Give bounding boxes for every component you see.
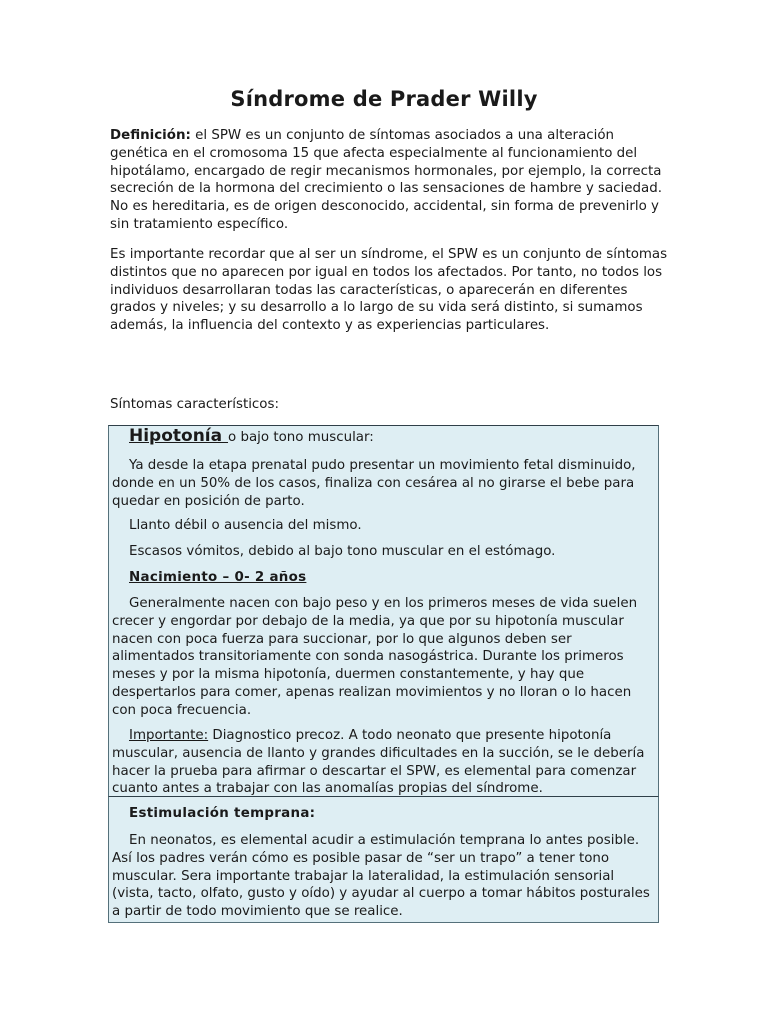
importance-paragraph: Es importante recordar que al ser un síndrome, el SPW es un conjunto de síntomas distintos que no aparecen por igual en todos los afectados. Por tanto, no todos los individuos desarrollaran todas las características, o aparecerán en diferentes grados y niveles; y su desarrollo a lo largo de su vida será distinto, si sumamos además, la influencia del contexto y as experiencias particulares.	[110, 247, 668, 334]
estimulacion-paragraph: En neonatos, es elemental acudir a estimulación temprana lo antes posible. Así los padres verán cómo es posible pasar de “ser un trapo” a tener tono muscular. Sera importante trabajar la lateralidad, la estimulación sensorial (vista, tacto, olfato, gusto y oído) y ayudar al cuerpo a tomar hábitos posturales a partir de todo movimiento que se realice.	[112, 833, 650, 920]
hipotonia-paragraph-3: Escasos vómitos, debido al bajo tono muscular en el estómago.	[129, 544, 556, 559]
estimulacion-heading: Estimulación temprana:	[129, 806, 316, 821]
nacimiento-heading-line	[109, 569, 660, 587]
estimulacion-heading-line	[109, 805, 660, 823]
definition-label: Definición:	[110, 128, 191, 143]
importante-text: Diagnostico precoz. A todo neonato que presente hipotonía muscular, ausencia de llanto y grandes dificultades en la succión, se le debería hacer la prueba para afirmar o descartar el SPW, es elemental para comenzar cuanto antes a trabajar con las anomalías propias del síndrome.	[112, 728, 645, 797]
document-title: Síndrome de Prader Willy	[230, 87, 538, 111]
hipotonia-paragraph-2: Llanto débil o ausencia del mismo.	[129, 518, 362, 533]
definition-paragraph	[110, 127, 670, 234]
importante-paragraph	[109, 727, 660, 798]
symptoms-heading: Síntomas característicos:	[110, 397, 279, 412]
nacimiento-heading: Nacimiento – 0- 2 años	[129, 570, 307, 585]
hipotonia-box	[108, 425, 659, 796]
estimulacion-box	[108, 796, 659, 923]
definition-text: el SPW es un conjunto de síntomas asociados a una alteración genética en el cromosoma 15 que afecta especialmente al funcionamiento del hipotálamo, encargado de regir mecanismos hormonales, por ejemplo, la correcta secreción de la hormona del crecimiento o las sensaciones de hambre y saciedad. No es hereditaria, es de origen desconocido, accidental, sin forma de prevenirlo y sin tratamiento específico.	[110, 128, 662, 232]
importante-label: Importante:	[129, 728, 209, 743]
hipotonia-suffix: o bajo tono muscular:	[228, 430, 374, 445]
hipotonia-heading: Hipotonía	[129, 426, 229, 446]
hipotonia-heading-line	[109, 428, 660, 447]
nacimiento-paragraph: Generalmente nacen con bajo peso y en los primeros meses de vida suelen crecer y engordar por debajo de la media, ya que por su hipotonía muscular nacen con poca fuerza para succionar, por lo que algunos deben ser alimentados transitoriamente con sonda nasogástrica. Durante los primeros meses y por la misma hipotonía, duermen constantemente, y hay que despertarlos para comer, apenas realizan movimientos y no lloran o lo hacen con poca frecuencia.	[112, 596, 638, 718]
hipotonia-paragraph-1: Ya desde la etapa prenatal pudo presentar un movimiento fetal disminuido, donde en un 50% de los casos, finaliza con cesárea al no girarse el bebe para quedar en posición de parto.	[112, 458, 636, 509]
